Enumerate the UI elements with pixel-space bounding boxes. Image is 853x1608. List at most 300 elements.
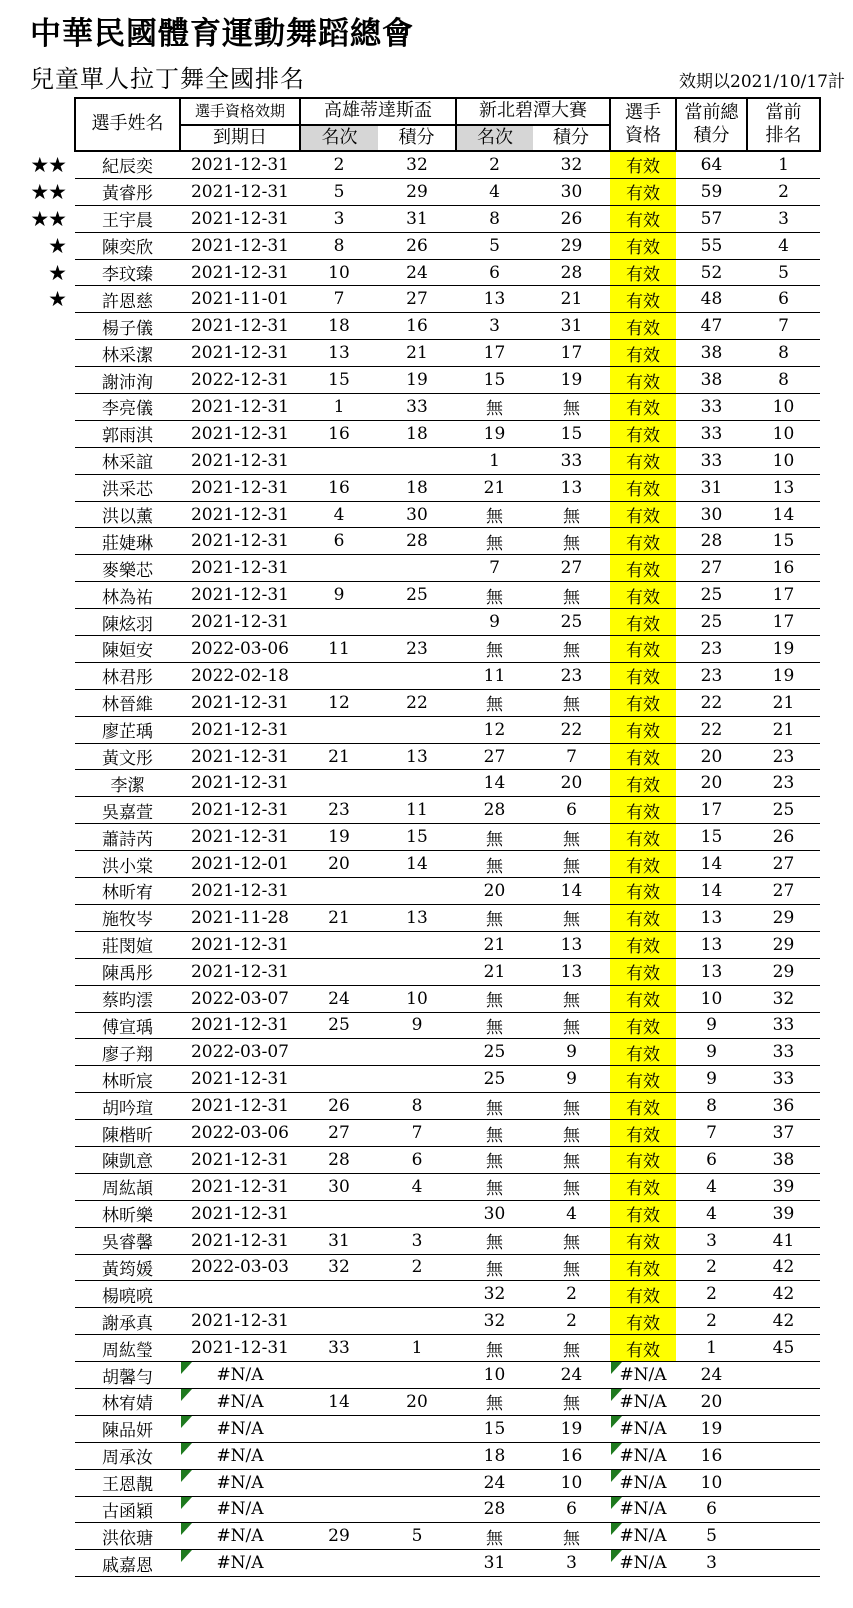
total-points-cell: 22 xyxy=(676,689,747,716)
current-rank-cell xyxy=(747,1523,820,1550)
expiry-date-cell: #N/A xyxy=(180,1523,300,1550)
col-header-expiry-date: 到期日 xyxy=(180,125,300,152)
total-points-cell: 15 xyxy=(676,824,747,851)
table-row xyxy=(0,851,820,878)
player-name-cell: 古函穎 xyxy=(75,1496,180,1523)
col-header-comp1-rank: 名次 xyxy=(300,125,378,152)
table-row xyxy=(0,1550,820,1577)
total-points-cell: 20 xyxy=(676,770,747,797)
expiry-date-cell: 2021-12-31 xyxy=(180,501,300,528)
comp1-rank-cell: 14 xyxy=(300,1388,378,1415)
expiry-date-cell: 2022-02-18 xyxy=(180,662,300,689)
player-name-cell: 黃睿彤 xyxy=(75,178,180,205)
current-rank-cell: 10 xyxy=(747,420,820,447)
comp1-points-cell: 18 xyxy=(378,420,456,447)
star-rating xyxy=(0,851,75,878)
comp2-rank-cell: 11 xyxy=(456,662,533,689)
comp2-points-cell: 19 xyxy=(533,367,610,394)
table-row xyxy=(0,1173,820,1200)
player-status-cell: 有效 xyxy=(610,1146,676,1173)
comp1-points-cell: 9 xyxy=(378,1012,456,1039)
expiry-date-cell: 2021-12-31 xyxy=(180,447,300,474)
star-rating xyxy=(0,1335,75,1362)
comp2-rank-cell: 19 xyxy=(456,420,533,447)
player-name-cell: 黃筠媛 xyxy=(75,1254,180,1281)
comp1-rank-cell: 7 xyxy=(300,286,378,313)
col-header-current-rank xyxy=(747,98,820,151)
comp2-rank-cell: 14 xyxy=(456,770,533,797)
player-status-cell: 有效 xyxy=(610,340,676,367)
comp2-rank-cell: 無 xyxy=(456,985,533,1012)
error-indicator-icon xyxy=(181,1550,192,1562)
star-column-header xyxy=(0,98,75,151)
player-status-cell: #N/A xyxy=(610,1550,676,1577)
star-rating xyxy=(0,313,75,340)
total-points-cell: 6 xyxy=(676,1496,747,1523)
total-points-cell: 3 xyxy=(676,1227,747,1254)
comp1-points-cell: 16 xyxy=(378,313,456,340)
player-name-cell: 王恩靚 xyxy=(75,1469,180,1496)
player-name-cell: 林采潔 xyxy=(75,340,180,367)
total-points-cell: 20 xyxy=(676,743,747,770)
table-row xyxy=(0,824,820,851)
comp2-rank-cell: 無 xyxy=(456,1093,533,1120)
comp2-points-cell: 無 xyxy=(533,1173,610,1200)
expiry-date-cell: 2021-12-31 xyxy=(180,1227,300,1254)
player-name-cell: 林昕樂 xyxy=(75,1200,180,1227)
total-points-cell: 47 xyxy=(676,313,747,340)
comp1-rank-cell: 18 xyxy=(300,313,378,340)
player-status-cell: 有效 xyxy=(610,985,676,1012)
table-row xyxy=(0,1254,820,1281)
table-row xyxy=(0,474,820,501)
player-status-cell: 有效 xyxy=(610,1254,676,1281)
player-name-cell: 郭雨淇 xyxy=(75,420,180,447)
current-rank-cell: 23 xyxy=(747,743,820,770)
player-name-cell: 洪依瑭 xyxy=(75,1523,180,1550)
player-status-cell: 有效 xyxy=(610,609,676,636)
current-rank-cell: 10 xyxy=(747,394,820,421)
comp1-points-cell: 28 xyxy=(378,528,456,555)
comp1-points-cell xyxy=(378,1362,456,1389)
comp2-points-cell: 無 xyxy=(533,1388,610,1415)
comp1-rank-cell: 19 xyxy=(300,824,378,851)
comp2-rank-cell: 31 xyxy=(456,1550,533,1577)
player-name-cell: 林昕宥 xyxy=(75,878,180,905)
rank-header-line2: 排名 xyxy=(765,124,802,146)
player-status-cell: 有效 xyxy=(610,1173,676,1200)
comp2-points-cell: 13 xyxy=(533,474,610,501)
validity-note: 效期以2021/10/17計 xyxy=(679,72,845,92)
comp1-points-cell xyxy=(378,716,456,743)
comp2-points-cell: 27 xyxy=(533,555,610,582)
comp1-points-cell xyxy=(378,931,456,958)
player-status-cell: 有效 xyxy=(610,259,676,286)
player-name-cell: 林昕宸 xyxy=(75,1066,180,1093)
col-header-comp2-rank: 名次 xyxy=(456,125,533,152)
expiry-date-cell: 2022-03-03 xyxy=(180,1254,300,1281)
comp2-rank-cell: 21 xyxy=(456,474,533,501)
expiry-date-cell: 2021-12-31 xyxy=(180,1173,300,1200)
status-header-line1: 選手 xyxy=(625,102,661,123)
star-rating xyxy=(0,1254,75,1281)
table-row xyxy=(0,313,820,340)
ranking-table xyxy=(0,97,821,1577)
player-name-cell: 麥樂芯 xyxy=(75,555,180,582)
player-name-cell: 陳凱意 xyxy=(75,1146,180,1173)
error-indicator-icon xyxy=(181,1523,192,1535)
table-row xyxy=(0,985,820,1012)
comp2-rank-cell: 18 xyxy=(456,1442,533,1469)
table-row xyxy=(0,1362,820,1389)
table-row xyxy=(0,878,820,905)
star-rating xyxy=(0,1415,75,1442)
error-indicator-icon xyxy=(181,1443,192,1455)
current-rank-cell xyxy=(747,1388,820,1415)
player-name-cell: 陳禹彤 xyxy=(75,958,180,985)
player-status-cell: 有效 xyxy=(610,447,676,474)
comp1-rank-cell xyxy=(300,1281,378,1308)
comp2-rank-cell: 無 xyxy=(456,689,533,716)
expiry-date-cell: 2021-12-31 xyxy=(180,259,300,286)
col-header-comp2-points: 積分 xyxy=(533,125,610,152)
error-indicator-icon xyxy=(181,1416,192,1428)
comp2-rank-cell: 5 xyxy=(456,232,533,259)
comp1-rank-cell: 5 xyxy=(300,178,378,205)
comp2-rank-cell: 27 xyxy=(456,743,533,770)
comp2-points-cell: 19 xyxy=(533,1415,610,1442)
comp1-rank-cell: 21 xyxy=(300,904,378,931)
expiry-date-cell: 2021-12-31 xyxy=(180,313,300,340)
expiry-date-cell: #N/A xyxy=(180,1362,300,1389)
player-status-cell: 有效 xyxy=(610,878,676,905)
comp2-points-cell: 22 xyxy=(533,716,610,743)
comp1-rank-cell xyxy=(300,1066,378,1093)
total-points-cell: 48 xyxy=(676,286,747,313)
table-row xyxy=(0,367,820,394)
col-header-competition-kaohsiung: 高雄蒂達斯盃 xyxy=(300,98,456,125)
star-rating xyxy=(0,609,75,636)
expiry-date-cell: 2021-12-31 xyxy=(180,878,300,905)
player-status-cell: 有效 xyxy=(610,1281,676,1308)
player-name-cell: 莊婕琳 xyxy=(75,528,180,555)
comp1-points-cell: 18 xyxy=(378,474,456,501)
table-row xyxy=(0,528,820,555)
player-status-cell: 有效 xyxy=(610,1335,676,1362)
ranking-subtitle: 兒童單人拉丁舞全國排名 xyxy=(30,65,305,93)
comp1-rank-cell xyxy=(300,609,378,636)
error-indicator-icon xyxy=(611,1497,622,1509)
player-name-cell: 胡吟瑄 xyxy=(75,1093,180,1120)
comp1-rank-cell xyxy=(300,1415,378,1442)
expiry-date-cell: 2021-12-31 xyxy=(180,1093,300,1120)
star-rating xyxy=(0,1308,75,1335)
current-rank-cell: 42 xyxy=(747,1308,820,1335)
total-points-cell: 55 xyxy=(676,232,747,259)
comp1-points-cell: 4 xyxy=(378,1173,456,1200)
current-rank-cell: 13 xyxy=(747,474,820,501)
status-header-line2: 資格 xyxy=(625,124,661,146)
total-points-cell: 59 xyxy=(676,178,747,205)
player-name-cell: 陳炫羽 xyxy=(75,609,180,636)
player-status-cell: 有效 xyxy=(610,770,676,797)
error-indicator-icon xyxy=(611,1523,622,1535)
comp1-rank-cell xyxy=(300,1200,378,1227)
comp1-points-cell: 1 xyxy=(378,1335,456,1362)
comp1-rank-cell: 16 xyxy=(300,474,378,501)
player-status-cell: 有效 xyxy=(610,151,676,178)
current-rank-cell: 33 xyxy=(747,1066,820,1093)
player-name-cell: 陳姮安 xyxy=(75,636,180,663)
current-rank-cell: 29 xyxy=(747,958,820,985)
expiry-date-cell xyxy=(180,1281,300,1308)
player-status-cell: 有效 xyxy=(610,1227,676,1254)
player-status-cell: 有效 xyxy=(610,716,676,743)
comp2-points-cell: 9 xyxy=(533,1066,610,1093)
comp2-rank-cell: 無 xyxy=(456,1012,533,1039)
expiry-date-cell: 2022-12-31 xyxy=(180,367,300,394)
star-rating xyxy=(0,1496,75,1523)
comp1-rank-cell: 25 xyxy=(300,1012,378,1039)
comp1-points-cell: 11 xyxy=(378,797,456,824)
player-status-cell: 有效 xyxy=(610,824,676,851)
comp1-rank-cell: 32 xyxy=(300,1254,378,1281)
player-status-cell: 有效 xyxy=(610,1120,676,1147)
comp2-rank-cell: 17 xyxy=(456,340,533,367)
star-rating: ★★ xyxy=(30,206,66,231)
current-rank-cell: 15 xyxy=(747,528,820,555)
table-row xyxy=(0,1012,820,1039)
star-rating xyxy=(0,743,75,770)
total-points-cell: 13 xyxy=(676,931,747,958)
table-row xyxy=(0,931,820,958)
current-rank-cell: 8 xyxy=(747,367,820,394)
star-rating xyxy=(0,689,75,716)
col-header-player-status xyxy=(610,98,676,151)
expiry-date-cell: 2021-11-01 xyxy=(180,286,300,313)
star-rating xyxy=(0,1362,75,1389)
comp1-rank-cell: 13 xyxy=(300,340,378,367)
total-points-cell: 13 xyxy=(676,958,747,985)
star-rating xyxy=(0,1227,75,1254)
table-row xyxy=(0,1335,820,1362)
comp1-rank-cell xyxy=(300,1550,378,1577)
comp2-rank-cell: 無 xyxy=(456,1173,533,1200)
star-rating xyxy=(0,528,75,555)
player-name-cell: 林采誼 xyxy=(75,447,180,474)
comp1-rank-cell: 1 xyxy=(300,394,378,421)
comp1-rank-cell: 31 xyxy=(300,1227,378,1254)
current-rank-cell: 6 xyxy=(747,286,820,313)
comp2-rank-cell: 7 xyxy=(456,555,533,582)
comp2-points-cell: 32 xyxy=(533,151,610,178)
star-rating xyxy=(0,1093,75,1120)
current-rank-cell: 39 xyxy=(747,1200,820,1227)
comp2-rank-cell: 9 xyxy=(456,609,533,636)
current-rank-cell: 5 xyxy=(747,259,820,286)
total-points-cell: 24 xyxy=(676,1362,747,1389)
star-rating xyxy=(0,662,75,689)
total-points-cell: 38 xyxy=(676,340,747,367)
error-indicator-icon xyxy=(181,1362,192,1374)
comp1-points-cell xyxy=(378,1415,456,1442)
player-status-cell: 有效 xyxy=(610,904,676,931)
player-name-cell: 洪采芯 xyxy=(75,474,180,501)
comp2-points-cell: 13 xyxy=(533,958,610,985)
expiry-date-cell: 2021-12-31 xyxy=(180,178,300,205)
comp1-points-cell xyxy=(378,1496,456,1523)
expiry-date-cell: 2021-12-31 xyxy=(180,689,300,716)
expiry-date-cell: 2021-12-31 xyxy=(180,824,300,851)
star-rating xyxy=(0,904,75,931)
comp1-rank-cell: 4 xyxy=(300,501,378,528)
expiry-date-cell: 2021-12-31 xyxy=(180,528,300,555)
comp1-rank-cell: 12 xyxy=(300,689,378,716)
player-status-cell: 有效 xyxy=(610,851,676,878)
comp2-points-cell: 無 xyxy=(533,636,610,663)
current-rank-cell: 21 xyxy=(747,716,820,743)
comp2-rank-cell: 無 xyxy=(456,904,533,931)
star-rating xyxy=(0,474,75,501)
comp1-rank-cell: 9 xyxy=(300,582,378,609)
comp1-points-cell: 22 xyxy=(378,689,456,716)
table-row xyxy=(0,1146,820,1173)
star-rating xyxy=(0,367,75,394)
current-rank-cell: 14 xyxy=(747,501,820,528)
comp2-points-cell: 24 xyxy=(533,1362,610,1389)
comp1-points-cell: 6 xyxy=(378,1146,456,1173)
current-rank-cell: 19 xyxy=(747,636,820,663)
comp1-rank-cell xyxy=(300,1039,378,1066)
comp2-points-cell: 10 xyxy=(533,1469,610,1496)
comp2-rank-cell: 6 xyxy=(456,259,533,286)
player-name-cell: 吳睿馨 xyxy=(75,1227,180,1254)
star-rating xyxy=(0,1281,75,1308)
comp2-rank-cell: 無 xyxy=(456,1254,533,1281)
comp2-rank-cell: 無 xyxy=(456,394,533,421)
current-rank-cell: 27 xyxy=(747,851,820,878)
comp1-points-cell: 13 xyxy=(378,904,456,931)
expiry-date-cell: 2021-12-31 xyxy=(180,1012,300,1039)
comp1-rank-cell xyxy=(300,1308,378,1335)
comp1-rank-cell xyxy=(300,1496,378,1523)
player-status-cell: #N/A xyxy=(610,1469,676,1496)
player-name-cell: 傅宣瑀 xyxy=(75,1012,180,1039)
player-name-cell: 蔡昀澐 xyxy=(75,985,180,1012)
comp2-points-cell: 無 xyxy=(533,1146,610,1173)
comp1-points-cell: 14 xyxy=(378,851,456,878)
player-name-cell: 林宥婧 xyxy=(75,1388,180,1415)
player-name-cell: 許恩慈 xyxy=(75,286,180,313)
player-status-cell: 有效 xyxy=(610,474,676,501)
expiry-date-cell: 2021-12-31 xyxy=(180,151,300,178)
star-rating xyxy=(0,958,75,985)
player-name-cell: 蕭詩芮 xyxy=(75,824,180,851)
comp2-rank-cell: 無 xyxy=(456,636,533,663)
player-name-cell: 陳品妍 xyxy=(75,1415,180,1442)
col-header-player-name: 選手姓名 xyxy=(75,98,180,151)
player-name-cell: 胡馨勻 xyxy=(75,1362,180,1389)
player-name-cell: 周紘瑩 xyxy=(75,1335,180,1362)
player-status-cell: 有效 xyxy=(610,205,676,232)
total-points-cell: 10 xyxy=(676,985,747,1012)
comp2-points-cell: 29 xyxy=(533,232,610,259)
current-rank-cell: 21 xyxy=(747,689,820,716)
player-status-cell: 有效 xyxy=(610,1012,676,1039)
player-status-cell: #N/A xyxy=(610,1442,676,1469)
total-points-cell: 25 xyxy=(676,609,747,636)
comp2-rank-cell: 13 xyxy=(456,286,533,313)
expiry-date-cell: 2021-12-31 xyxy=(180,1335,300,1362)
comp2-points-cell: 無 xyxy=(533,528,610,555)
table-row xyxy=(0,555,820,582)
comp2-points-cell: 17 xyxy=(533,340,610,367)
star-rating xyxy=(0,420,75,447)
comp2-rank-cell: 21 xyxy=(456,958,533,985)
error-indicator-icon xyxy=(611,1362,622,1374)
player-name-cell: 施牧岑 xyxy=(75,904,180,931)
expiry-date-cell: 2021-12-31 xyxy=(180,394,300,421)
player-status-cell: 有效 xyxy=(610,1039,676,1066)
total-points-cell: 31 xyxy=(676,474,747,501)
expiry-date-cell: 2021-12-31 xyxy=(180,931,300,958)
expiry-date-cell: 2021-12-31 xyxy=(180,743,300,770)
current-rank-cell: 25 xyxy=(747,797,820,824)
table-row xyxy=(0,770,820,797)
player-name-cell: 王宇晨 xyxy=(75,205,180,232)
comp2-rank-cell: 2 xyxy=(456,151,533,178)
expiry-date-cell: 2022-03-07 xyxy=(180,1039,300,1066)
table-row xyxy=(0,259,820,286)
comp1-points-cell xyxy=(378,555,456,582)
star-rating: ★ xyxy=(48,287,66,312)
total-points-cell: 28 xyxy=(676,528,747,555)
table-row xyxy=(0,1200,820,1227)
star-rating: ★★ xyxy=(30,152,66,177)
player-name-cell: 廖芷瑀 xyxy=(75,716,180,743)
table-row xyxy=(0,1093,820,1120)
comp2-points-cell: 21 xyxy=(533,286,610,313)
current-rank-cell: 38 xyxy=(747,1146,820,1173)
star-rating xyxy=(0,1388,75,1415)
table-row xyxy=(0,1308,820,1335)
expiry-date-cell: #N/A xyxy=(180,1496,300,1523)
comp1-rank-cell xyxy=(300,958,378,985)
comp1-rank-cell: 11 xyxy=(300,636,378,663)
comp1-points-cell: 21 xyxy=(378,340,456,367)
table-row xyxy=(0,1469,820,1496)
current-rank-cell xyxy=(747,1469,820,1496)
player-status-cell: #N/A xyxy=(610,1496,676,1523)
player-status-cell: 有效 xyxy=(610,232,676,259)
total-points-cell: 16 xyxy=(676,1442,747,1469)
star-rating xyxy=(0,716,75,743)
table-row xyxy=(0,447,820,474)
comp2-points-cell: 30 xyxy=(533,178,610,205)
comp2-rank-cell: 無 xyxy=(456,824,533,851)
current-rank-cell: 1 xyxy=(747,151,820,178)
comp1-rank-cell xyxy=(300,770,378,797)
player-name-cell: 戚嘉恩 xyxy=(75,1550,180,1577)
col-header-competition-newtaipei: 新北碧潭大賽 xyxy=(456,98,610,125)
comp2-points-cell: 6 xyxy=(533,1496,610,1523)
comp2-points-cell: 28 xyxy=(533,259,610,286)
comp1-rank-cell xyxy=(300,1362,378,1389)
current-rank-cell xyxy=(747,1362,820,1389)
expiry-date-cell: 2021-12-31 xyxy=(180,420,300,447)
player-status-cell: 有效 xyxy=(610,367,676,394)
total-points-cell: 19 xyxy=(676,1415,747,1442)
